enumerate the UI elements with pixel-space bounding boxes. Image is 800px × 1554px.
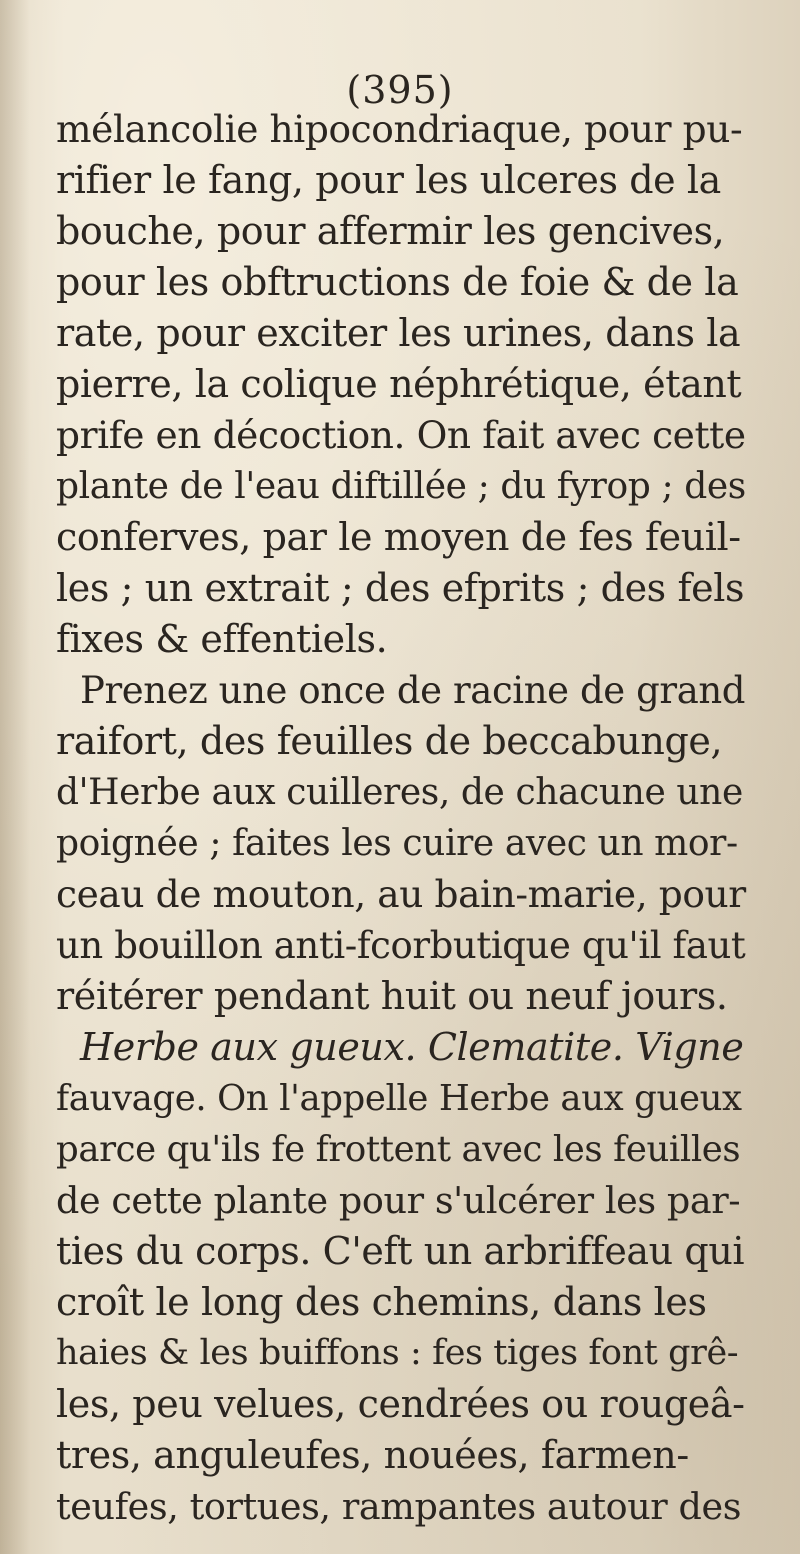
paragraph-start-line: Prenez une once de racine de grand xyxy=(80,669,746,712)
text-line: tres, anguleufes, nouées, farmen- xyxy=(56,1433,689,1477)
text-line: raifort, des feuilles de beccabunge, xyxy=(56,719,723,763)
text-line: pierre, la colique néphrétique, étant xyxy=(56,362,742,406)
text-line: les, peu velues, cendrées ou rougeâ- xyxy=(56,1382,745,1426)
text-line: fauvage. On l'appelle Herbe aux gueux xyxy=(56,1078,742,1119)
text-line: conferves, par le moyen de fes feuil- xyxy=(56,515,741,559)
text-line: mélancolie hipocondriaque, pour pu- xyxy=(56,107,743,151)
text-line: d'Herbe aux cuilleres, de chacune une xyxy=(56,772,743,813)
page-number: (395) xyxy=(346,68,454,112)
text-line: prife en décoction. On fait avec cette xyxy=(56,413,746,457)
text-line: plante de l'eau diftillée ; du fyrop ; des xyxy=(56,466,746,507)
text-line: fixes & effentiels. xyxy=(56,617,388,661)
text-line: de cette plante pour s'ulcérer les par- xyxy=(56,1179,741,1222)
text-line: les ; un extrait ; des efprits ; des fels xyxy=(56,566,745,610)
text-line: réitérer pendant huit ou neuf jours. xyxy=(56,974,728,1018)
text-line: pour les obftructions de foie & de la xyxy=(56,260,739,304)
text-line: parce qu'ils fe frottent avec les feuilles xyxy=(56,1129,741,1170)
text-line: rifier le fang, pour les ulceres de la xyxy=(56,158,721,202)
text-line: ties du corps. C'eft un arbriffeau qui xyxy=(56,1229,745,1273)
text-line: rate, pour exciter les urines, dans la xyxy=(56,311,741,355)
text-line: ceau de mouton, au bain-marie, pour xyxy=(56,872,746,916)
text-line: teufes, tortues, rampantes autour des xyxy=(56,1485,742,1528)
text-line: un bouillon anti-fcorbutique qu'il faut xyxy=(56,924,746,967)
entry-heading-line: Herbe aux gueux. Clematite. Vigne xyxy=(80,1025,744,1069)
text-line: poignée ; faites les cuire avec un mor- xyxy=(56,823,738,864)
body-text xyxy=(56,104,746,1532)
text-line: bouche, pour affermir les gencives, xyxy=(56,209,725,253)
text-line: haies & les buiffons : fes tiges font grê- xyxy=(56,1333,739,1373)
text-line: croît le long des chemins, dans les xyxy=(56,1280,707,1324)
page-fold-shadow xyxy=(0,0,30,1554)
